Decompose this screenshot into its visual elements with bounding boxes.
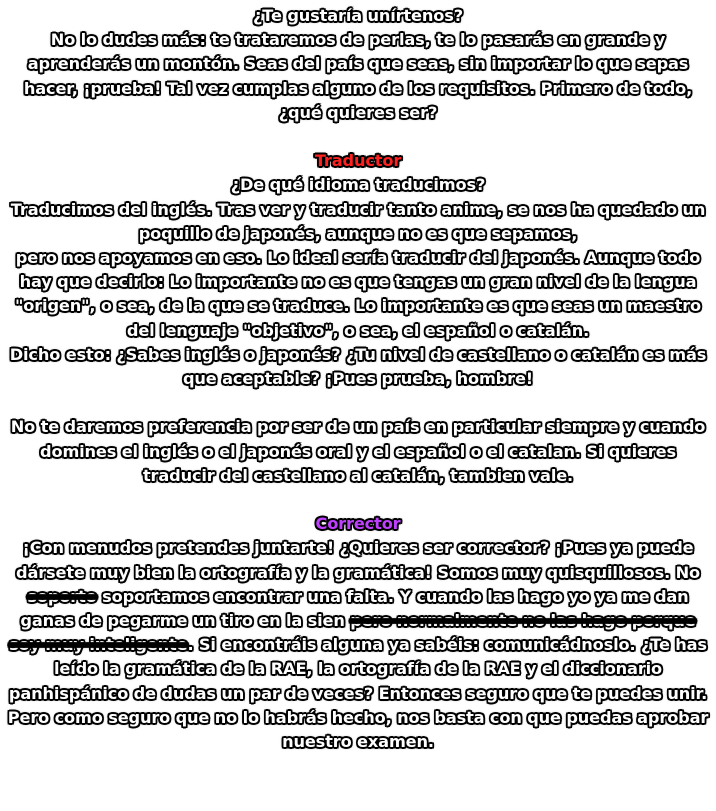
intro-question: ¿Te gustaría unírtenos?: [253, 6, 463, 25]
corrector-text-2: soportamos encontrar una falta. Y cuando las hago yo ya me dan ganas de pegarme un tiro en la sien: [20, 586, 689, 631]
traductor-paragraph-4: No te daremos preferencia por ser de un país en particular siempre y cuando domines el inglés o el japonés oral y el español o el catalan. Si quieres traducir del castellano al catalán, tambien vale.: [10, 417, 706, 485]
corrector-paragraph: [6, 536, 710, 754]
corrector-strike-1: soporto: [27, 586, 97, 606]
traductor-section: [6, 149, 710, 488]
intro-text: No lo dudes más: te trataremos de perlas, te lo pasarás en grande y aprenderás un montón. Seas del país que seas, sin importar lo que sepas hacer, ¡prueba! Tal vez cumplas alguno de los requisitos. Primero de todo, ¿qué quieres ser?: [23, 30, 693, 122]
traductor-paragraph-2: pero nos apoyamos en eso. Lo ideal sería traducir del japonés. Aunque todo hay que decirlo: Lo importante no es que tengas un gran nivel de la lengua "origen", o sea, de la que se traduce. Lo importante es que seas un maestro del lenguaje "objetivo", o sea, el español o catalán.: [14, 248, 702, 340]
corrector-text-1: ¡Con menudos pretendes juntarte! ¿Quieres ser corrector? ¡Pues ya puede dársete muy bien la ortografía y la gramática! Somos muy quisquillosos. No: [16, 538, 700, 582]
corrector-strike-2: pero normalmente no las hago porque soy muy inteligente: [9, 611, 696, 655]
spacer: [6, 125, 710, 149]
spacer: [6, 488, 710, 512]
traductor-heading: Traductor: [314, 151, 402, 171]
intro-section: [6, 4, 710, 125]
corrector-section: [6, 512, 710, 754]
traductor-question: ¿De qué idioma traducimos?: [230, 175, 486, 195]
corrector-text-3: . Si encontráis alguna ya sabéis: comunicádnoslo. ¿Te has leído la gramática de la RAE, la ortografía de la RAE y el diccionario panhispánico de dudas un par de veces? Entonces seguro que te puedes unir. Pero como seguro que no lo habrás hecho, nos basta con que puedas aprobar nuestro examen.: [7, 635, 709, 752]
corrector-heading: Corrector: [315, 514, 401, 534]
traductor-paragraph-3: Dicho esto: ¿Sabes inglés o japonés? ¿Tu nivel de castellano o catalán es más que aceptable? ¡Pues prueba, hombre!: [9, 344, 707, 389]
traductor-paragraph-1: Traducimos del inglés. Tras ver y traducir tanto anime, se nos ha quedado un poquillo de japonés, aunque no es que sepamos,: [10, 199, 706, 243]
spacer: [6, 391, 710, 415]
